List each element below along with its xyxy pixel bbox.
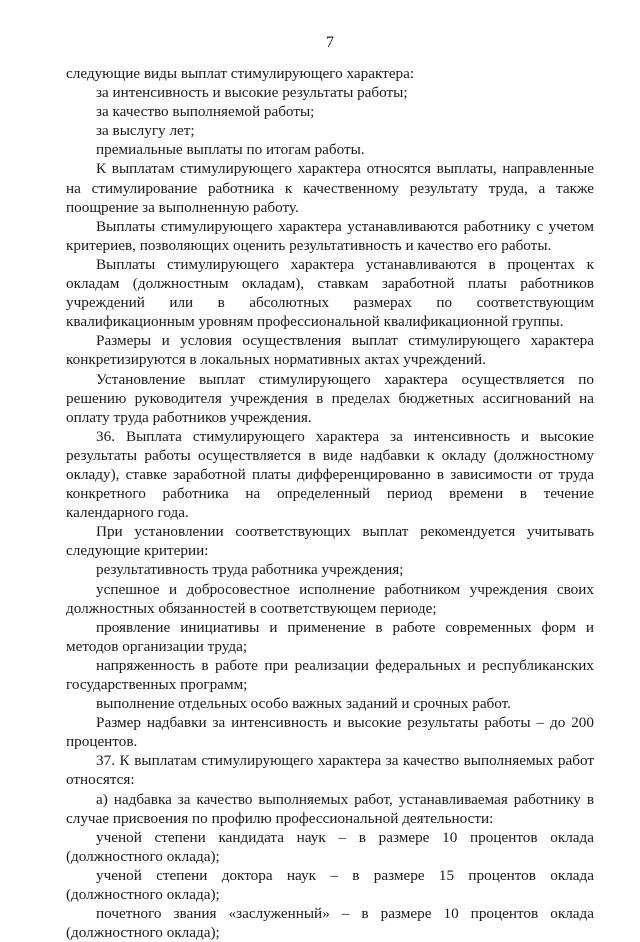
paragraph: Размер надбавки за интенсивность и высокие результаты работы – до 200 процентов. [66, 714, 594, 751]
paragraph: К выплатам стимулирующего характера относятся выплаты, направленные на стимулирование работника к качественному результату труда, а также поощрение за выполненную работу. [66, 160, 594, 216]
list-item: за качество выполняемой работы; [96, 103, 315, 121]
list-item: за выслугу лет; [96, 122, 195, 140]
paragraph: При установлении соответствующих выплат рекомендуется учитывать следующие критерии: [66, 523, 594, 560]
criteria-item: успешное и добросовестное исполнение работником учреждения своих должностных обязанностей в соответствующем периоде; [66, 580, 594, 617]
paragraph: Выплаты стимулирующего характера устанавливаются работнику с учетом критериев, позволяющих оценить результативность и качество его работы. [66, 217, 594, 254]
list-item: за интенсивность и высокие результаты работы; [96, 84, 408, 102]
criteria-item: проявление инициативы и применение в работе современных форм и методов организации труда; [66, 618, 594, 655]
page-number: 7 [326, 34, 334, 51]
paragraph-section-36: 36. Выплата стимулирующего характера за интенсивность и высокие результаты работы осуществляется в виде надбавки к окладу (должностному окладу), ставке заработной платы дифференцированно в зависимости от труда конкретного работника на определенный период времени в течение календарного года. [66, 427, 594, 522]
paragraph: Установление выплат стимулирующего характера осуществляется по решению руководителя учреждения в пределах бюджетных ассигнований на оплату труда работников учреждения. [66, 370, 594, 426]
criteria-item: результативность труда работника учреждения; [96, 561, 404, 579]
list-item: премиальные выплаты по итогам работы. [96, 141, 365, 159]
paragraph: Размеры и условия осуществления выплат стимулирующего характера конкретизируются в локальных нормативных актах учреждений. [66, 332, 594, 369]
paragraph: Выплаты стимулирующего характера устанавливаются в процентах к окладам (должностным окладам), ставкам заработной платы работников учреждений или в абсолютных размерах по соответствующим квалификационным уровням профессиональной квалификационной группы. [66, 255, 594, 331]
document-body [66, 64, 594, 942]
list-item: ученой степени доктора наук – в размере 15 процентов оклада (должностного оклада); [66, 866, 594, 904]
criteria-item: напряженность в работе при реализации федеральных и республиканских государственных программ; [66, 656, 594, 693]
paragraph: а) надбавка за качество выполняемых работ, устанавливаемая работнику в случае присвоения по профилю профессиональной деятельности: [66, 790, 594, 827]
list-item: почетного звания «заслуженный» – в размере 10 процентов оклада (должностного оклада); [66, 905, 594, 942]
criteria-item: выполнение отдельных особо важных заданий и срочных работ. [96, 695, 511, 713]
paragraph: следующие виды выплат стимулирующего характера: [66, 65, 415, 82]
list-item: ученой степени кандидата наук – в размере 10 процентов оклада (должностного оклада); [66, 828, 594, 865]
paragraph-section-37: 37. К выплатам стимулирующего характера за качество выполняемых работ относятся: [66, 752, 594, 789]
